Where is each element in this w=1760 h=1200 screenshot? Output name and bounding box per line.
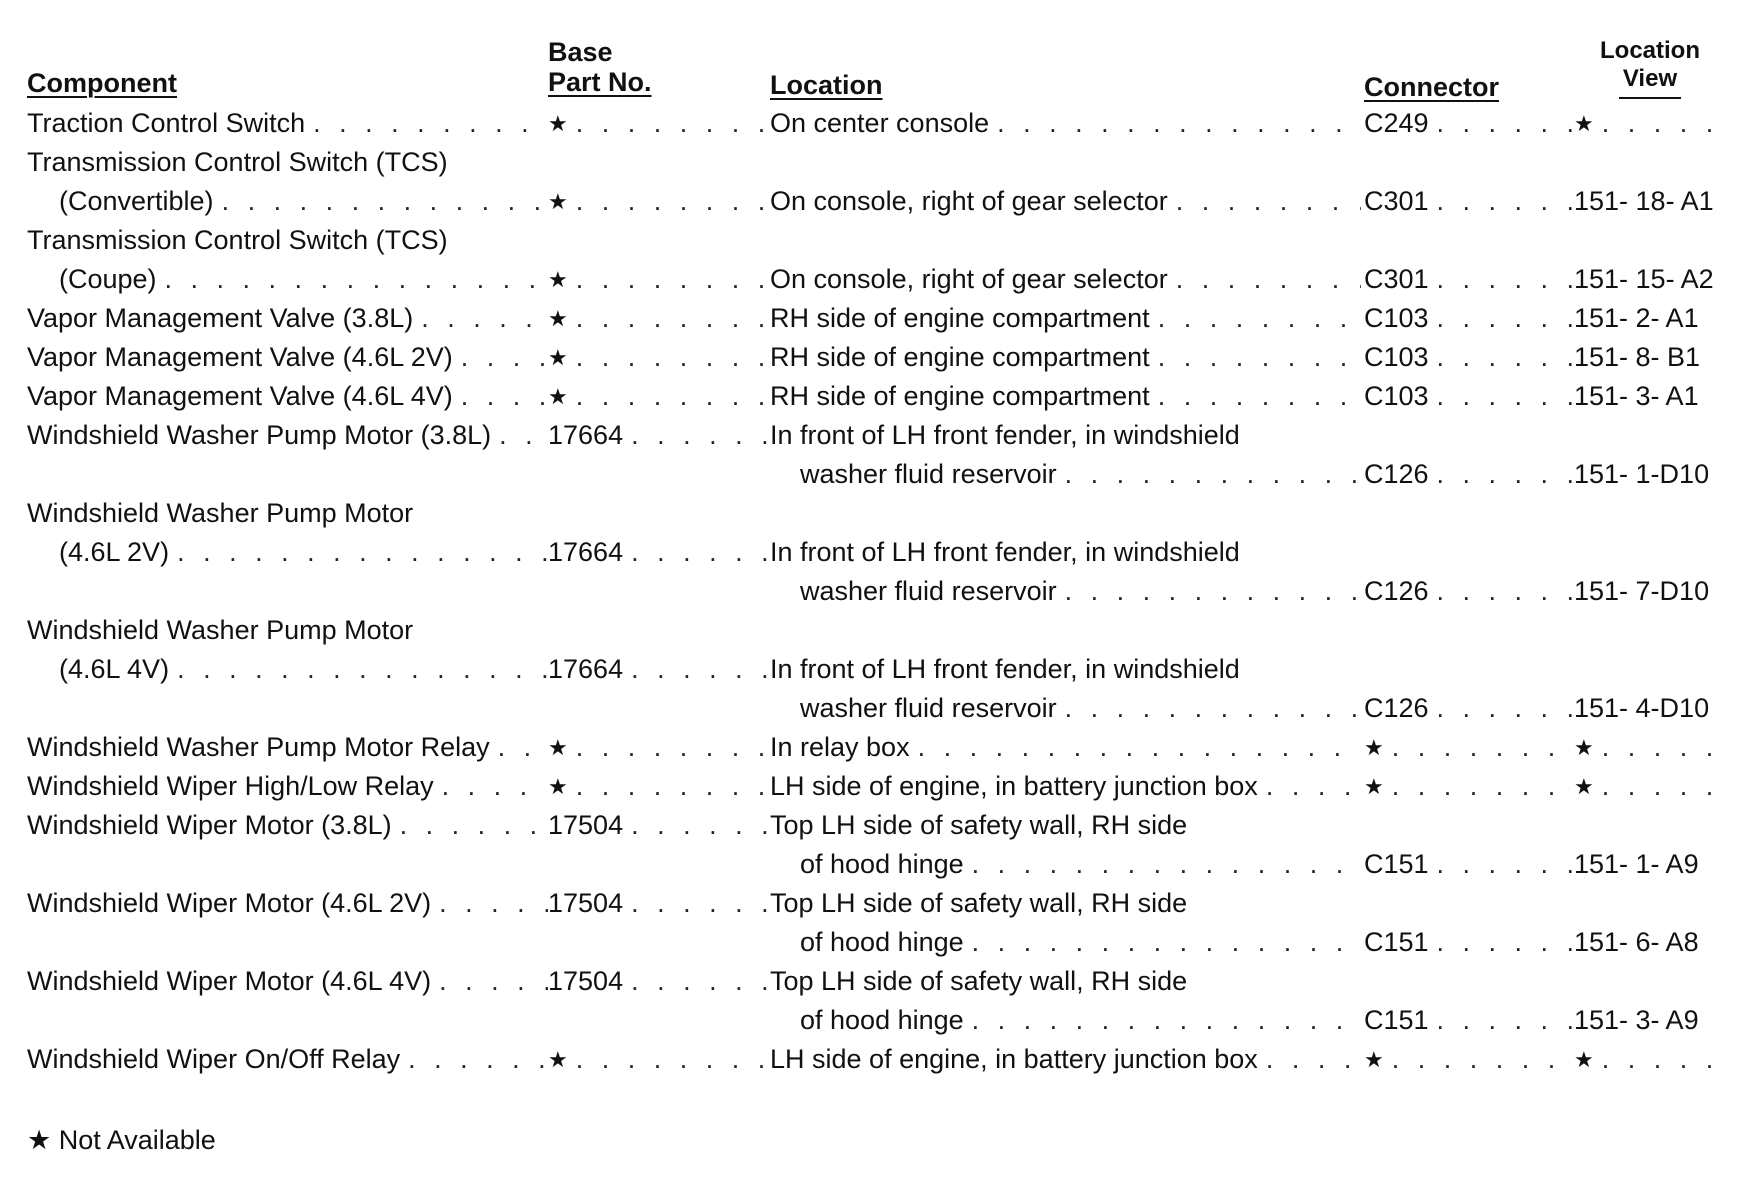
- location-view-text: 151- 3- A9: [1574, 1005, 1699, 1035]
- footnote: ★ Not Available: [27, 1125, 216, 1155]
- connector-text: ★: [1364, 1046, 1384, 1072]
- component-text: Traction Control Switch: [27, 108, 306, 138]
- location-view-text: 151- 1- A9: [1574, 849, 1699, 879]
- dot-leader: [576, 264, 768, 295]
- header-location-label: Location: [770, 70, 883, 100]
- location-text: Top LH side of safety wall, RH side: [770, 966, 1188, 996]
- part-number-cell: [548, 884, 768, 923]
- part-number-cell: [548, 182, 768, 221]
- part-number-text: ★: [548, 773, 568, 799]
- part-number-cell: [548, 728, 768, 767]
- dot-leader: [972, 927, 1361, 958]
- dot-leader: [177, 654, 548, 685]
- location-view-cell: [1574, 845, 1729, 884]
- dot-leader: [1158, 381, 1361, 412]
- part-number-cell: [548, 416, 768, 455]
- location-view-text: ★: [1574, 734, 1594, 760]
- component-text: Transmission Control Switch (TCS): [27, 147, 448, 177]
- location-text: of hood hinge: [800, 849, 964, 879]
- part-number-cell: [548, 1040, 768, 1079]
- dot-leader: [631, 654, 768, 685]
- location-text: washer fluid reservoir: [800, 693, 1057, 723]
- location-text: Top LH side of safety wall, RH side: [770, 888, 1188, 918]
- dot-leader: [576, 108, 768, 139]
- location-view-text: ★: [1574, 1046, 1594, 1072]
- location-view-cell: [1574, 182, 1729, 221]
- dot-leader: [1158, 303, 1361, 334]
- location-cell: [770, 962, 1361, 1001]
- connector-text: C151: [1364, 849, 1429, 879]
- part-number-cell: [548, 338, 768, 377]
- component-cell: [27, 1040, 548, 1079]
- component-cell: [27, 767, 548, 806]
- location-view-text: 151- 3- A1: [1574, 381, 1699, 411]
- location-text: On center console: [770, 108, 990, 138]
- connector-text: C151: [1364, 927, 1429, 957]
- component-text: Vapor Management Valve (4.6L 2V): [27, 342, 453, 372]
- component-text: Windshield Washer Pump Motor Relay: [27, 732, 490, 762]
- location-text: LH side of engine, in battery junction box: [770, 771, 1258, 801]
- dot-leader: [421, 303, 548, 334]
- location-view-cell: [1574, 299, 1729, 338]
- dot-leader: [631, 810, 768, 841]
- part-number-text: 17664: [548, 537, 624, 567]
- location-text: of hood hinge: [800, 927, 964, 957]
- dot-leader: [177, 537, 548, 568]
- location-cell: [770, 260, 1361, 299]
- dot-leader: [408, 1044, 548, 1075]
- location-view-text: 151- 6- A8: [1574, 927, 1699, 957]
- dot-leader: [1602, 771, 1729, 802]
- dot-leader: [576, 381, 768, 412]
- dot-leader: [461, 342, 548, 373]
- part-number-cell: [548, 533, 768, 572]
- connector-text: C301: [1364, 186, 1429, 216]
- part-number-cell: [548, 767, 768, 806]
- component-cell: [27, 221, 548, 260]
- location-text: In relay box: [770, 732, 910, 762]
- header-location: [770, 70, 883, 100]
- location-view-cell: [1574, 377, 1729, 416]
- location-view-cell: [1574, 1001, 1729, 1040]
- header-component: [27, 68, 177, 98]
- connector-cell: [1364, 728, 1572, 767]
- component-cell: [59, 182, 548, 221]
- header-connector: [1364, 72, 1499, 102]
- part-number-cell: [548, 299, 768, 338]
- location-view-text: 151- 4-D10: [1574, 693, 1710, 723]
- location-view-cell: [1574, 1040, 1729, 1079]
- component-text: Vapor Management Valve (4.6L 4V): [27, 381, 453, 411]
- part-number-text: ★: [548, 1046, 568, 1072]
- connector-text: ★: [1364, 734, 1384, 760]
- location-cell: [770, 650, 1361, 689]
- component-cell: [27, 104, 548, 143]
- location-cell: [800, 845, 1361, 884]
- location-view-cell: [1574, 923, 1729, 962]
- location-text: RH side of engine compartment: [770, 342, 1150, 372]
- component-cell: [27, 962, 548, 1001]
- location-text: Top LH side of safety wall, RH side: [770, 810, 1188, 840]
- connector-text: C126: [1364, 459, 1429, 489]
- location-view-text: ★: [1574, 773, 1594, 799]
- location-cell: [770, 884, 1361, 923]
- location-view-text: 151- 15- A2: [1574, 264, 1714, 294]
- connector-cell: [1364, 299, 1572, 338]
- location-view-text: 151- 18- A1: [1574, 186, 1714, 216]
- dot-leader: [576, 342, 768, 373]
- dot-leader: [997, 108, 1361, 139]
- connector-text: ★: [1364, 773, 1384, 799]
- part-number-text: ★: [548, 383, 568, 409]
- connector-cell: [1364, 377, 1572, 416]
- dot-leader: [1392, 771, 1572, 802]
- connector-text: C126: [1364, 576, 1429, 606]
- dot-leader: [442, 771, 548, 802]
- component-cell: [27, 143, 548, 182]
- part-number-cell: [548, 104, 768, 143]
- component-text: Windshield Wiper High/Low Relay: [27, 771, 434, 801]
- dot-leader: [1437, 108, 1572, 139]
- part-number-text: ★: [548, 266, 568, 292]
- dot-leader: [222, 186, 548, 217]
- part-number-cell: [548, 806, 768, 845]
- location-cell: [770, 533, 1361, 572]
- location-view-cell: [1574, 104, 1729, 143]
- connector-text: C151: [1364, 1005, 1429, 1035]
- dot-leader: [1437, 459, 1572, 490]
- location-text: In front of LH front fender, in windshield: [770, 654, 1240, 684]
- dot-leader: [400, 810, 548, 841]
- location-text: RH side of engine compartment: [770, 381, 1150, 411]
- location-text: washer fluid reservoir: [800, 576, 1057, 606]
- dot-leader: [972, 849, 1361, 880]
- dot-leader: [1392, 1044, 1572, 1075]
- component-text: Windshield Wiper On/Off Relay: [27, 1044, 401, 1074]
- connector-text: C249: [1364, 108, 1429, 138]
- component-text: (4.6L 2V): [59, 537, 170, 567]
- location-cell: [770, 1040, 1361, 1079]
- component-text: Windshield Wiper Motor (4.6L 4V): [27, 966, 432, 996]
- dot-leader: [439, 888, 548, 919]
- location-view-cell: [1574, 260, 1729, 299]
- dot-leader: [1437, 576, 1572, 607]
- dot-leader: [1065, 693, 1361, 724]
- dot-leader: [1437, 927, 1572, 958]
- component-cell: [59, 260, 548, 299]
- location-text: In front of LH front fender, in windshield: [770, 420, 1240, 450]
- dot-leader: [1176, 186, 1361, 217]
- location-cell: [770, 728, 1361, 767]
- connector-text: C103: [1364, 303, 1429, 333]
- dot-leader: [1437, 186, 1572, 217]
- location-view-cell: [1574, 728, 1729, 767]
- location-view-cell: [1574, 455, 1729, 494]
- location-cell: [770, 104, 1361, 143]
- part-number-text: 17504: [548, 888, 624, 918]
- dot-leader: [1065, 459, 1361, 490]
- part-number-cell: [548, 377, 768, 416]
- header-base-line1: Base: [548, 37, 613, 67]
- dot-leader: [1602, 1044, 1729, 1075]
- component-text: Transmission Control Switch (TCS): [27, 225, 448, 255]
- part-number-text: ★: [548, 188, 568, 214]
- dot-leader: [972, 1005, 1361, 1036]
- header-view-line2: View: [1619, 65, 1681, 99]
- component-text: (4.6L 4V): [59, 654, 170, 684]
- location-cell: [770, 377, 1361, 416]
- location-cell: [770, 806, 1361, 845]
- connector-cell: [1364, 182, 1572, 221]
- connector-cell: [1364, 845, 1572, 884]
- component-cell: [27, 377, 548, 416]
- header-connector-label: Connector: [1364, 72, 1499, 102]
- connector-cell: [1364, 572, 1572, 611]
- dot-leader: [498, 732, 548, 763]
- location-view-text: 151- 8- B1: [1574, 342, 1701, 372]
- location-text: On console, right of gear selector: [770, 186, 1168, 216]
- dot-leader: [918, 732, 1361, 763]
- part-number-cell: [548, 650, 768, 689]
- location-view-text: ★: [1574, 110, 1594, 136]
- component-text: (Convertible): [59, 186, 214, 216]
- part-number-text: 17664: [548, 654, 624, 684]
- dot-leader: [499, 420, 548, 451]
- header-base-line2: Part No.: [548, 67, 652, 97]
- dot-leader: [1158, 342, 1361, 373]
- dot-leader: [1266, 771, 1361, 802]
- connector-cell: [1364, 455, 1572, 494]
- part-number-text: ★: [548, 344, 568, 370]
- location-cell: [800, 572, 1361, 611]
- location-cell: [800, 689, 1361, 728]
- dot-leader: [631, 966, 768, 997]
- dot-leader: [576, 1044, 768, 1075]
- component-cell: [27, 299, 548, 338]
- location-text: washer fluid reservoir: [800, 459, 1057, 489]
- header-component-label: Component: [27, 68, 177, 98]
- dot-leader: [1065, 576, 1361, 607]
- component-cell: [27, 338, 548, 377]
- dot-leader: [1437, 264, 1572, 295]
- component-text: Windshield Washer Pump Motor: [27, 498, 414, 528]
- dot-leader: [439, 966, 548, 997]
- dot-leader: [461, 381, 548, 412]
- part-number-text: 17664: [548, 420, 624, 450]
- dot-leader: [1437, 849, 1572, 880]
- component-cell: [59, 650, 548, 689]
- component-text: Windshield Washer Pump Motor (3.8L): [27, 420, 492, 450]
- part-number-text: ★: [548, 734, 568, 760]
- location-text: In front of LH front fender, in windshield: [770, 537, 1240, 567]
- component-cell: [27, 494, 548, 533]
- location-cell: [800, 1001, 1361, 1040]
- connector-cell: [1364, 923, 1572, 962]
- dot-leader: [1437, 342, 1572, 373]
- location-view-cell: [1574, 689, 1729, 728]
- part-number-text: ★: [548, 110, 568, 136]
- component-text: (Coupe): [59, 264, 157, 294]
- part-number-text: 17504: [548, 810, 624, 840]
- location-cell: [770, 416, 1361, 455]
- connector-text: C103: [1364, 381, 1429, 411]
- location-text: LH side of engine, in battery junction box: [770, 1044, 1258, 1074]
- location-cell: [800, 455, 1361, 494]
- dot-leader: [1437, 303, 1572, 334]
- location-view-text: 151- 2- A1: [1574, 303, 1699, 333]
- dot-leader: [1176, 264, 1361, 295]
- connector-text: C103: [1364, 342, 1429, 372]
- header-base-part-no: [548, 37, 652, 97]
- dot-leader: [1437, 693, 1572, 724]
- dot-leader: [576, 186, 768, 217]
- component-text: Vapor Management Valve (3.8L): [27, 303, 414, 333]
- part-number-cell: [548, 260, 768, 299]
- component-cell: [27, 884, 548, 923]
- dot-leader: [631, 537, 768, 568]
- dot-leader: [1437, 381, 1572, 412]
- dot-leader: [576, 303, 768, 334]
- location-cell: [770, 299, 1361, 338]
- location-view-cell: [1574, 767, 1729, 806]
- location-cell: [770, 767, 1361, 806]
- location-view-cell: [1574, 338, 1729, 377]
- connector-text: C301: [1364, 264, 1429, 294]
- location-text: On console, right of gear selector: [770, 264, 1168, 294]
- location-text: RH side of engine compartment: [770, 303, 1150, 333]
- dot-leader: [1437, 1005, 1572, 1036]
- dot-leader: [1602, 108, 1729, 139]
- location-text: of hood hinge: [800, 1005, 964, 1035]
- component-text: Windshield Wiper Motor (3.8L): [27, 810, 392, 840]
- component-text: Windshield Washer Pump Motor: [27, 615, 414, 645]
- component-cell: [27, 806, 548, 845]
- dot-leader: [1602, 732, 1729, 763]
- dot-leader: [165, 264, 548, 295]
- connector-cell: [1364, 1001, 1572, 1040]
- dot-leader: [1392, 732, 1572, 763]
- connector-text: C126: [1364, 693, 1429, 723]
- location-view-text: 151- 1-D10: [1574, 459, 1710, 489]
- connector-cell: [1364, 260, 1572, 299]
- header-location-view: [1580, 37, 1720, 93]
- location-view-cell: [1574, 572, 1729, 611]
- component-cell: [59, 533, 548, 572]
- component-cell: [27, 611, 548, 650]
- dot-leader: [313, 108, 548, 139]
- dot-leader: [576, 771, 768, 802]
- location-view-text: 151- 7-D10: [1574, 576, 1710, 606]
- part-number-cell: [548, 962, 768, 1001]
- connector-cell: [1364, 1040, 1572, 1079]
- connector-cell: [1364, 689, 1572, 728]
- connector-cell: [1364, 104, 1572, 143]
- component-text: Windshield Wiper Motor (4.6L 2V): [27, 888, 432, 918]
- connector-cell: [1364, 767, 1572, 806]
- component-cell: [27, 728, 548, 767]
- location-cell: [800, 923, 1361, 962]
- header-view-line1: Location: [1600, 37, 1700, 64]
- location-cell: [770, 182, 1361, 221]
- connector-cell: [1364, 338, 1572, 377]
- dot-leader: [631, 420, 768, 451]
- component-cell: [27, 416, 548, 455]
- location-cell: [770, 338, 1361, 377]
- part-number-text: ★: [548, 305, 568, 331]
- part-number-text: 17504: [548, 966, 624, 996]
- dot-leader: [576, 732, 768, 763]
- dot-leader: [631, 888, 768, 919]
- dot-leader: [1266, 1044, 1361, 1075]
